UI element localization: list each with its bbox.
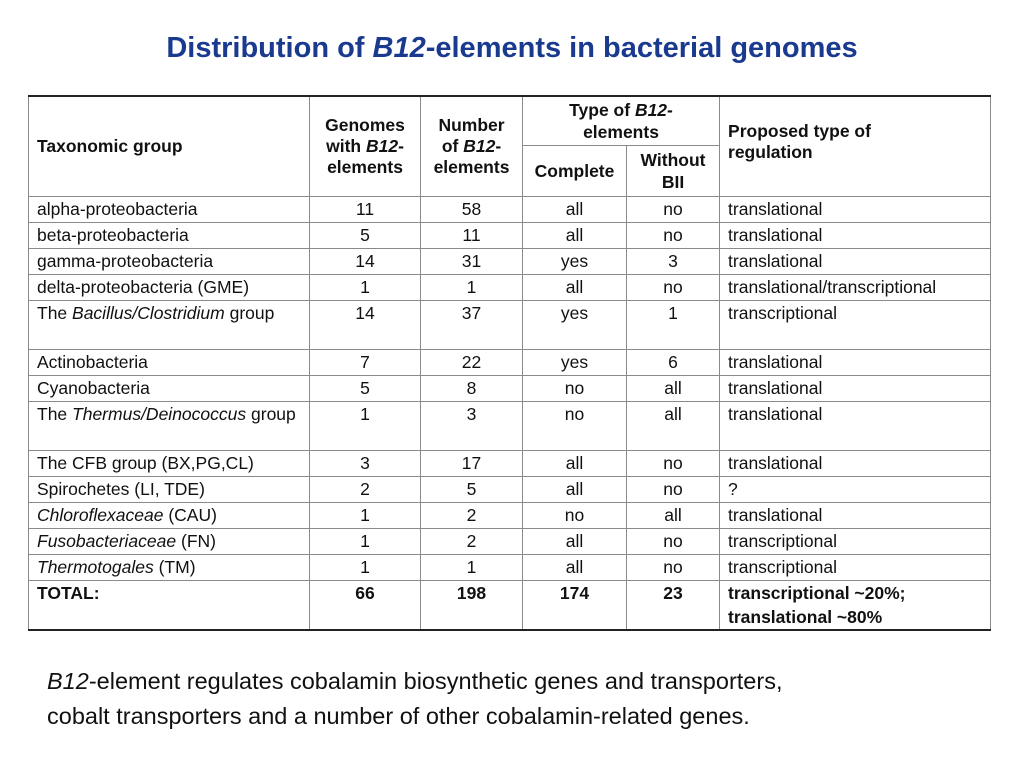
- cell-without-bii: no: [627, 555, 720, 581]
- total-complete: 174: [523, 581, 627, 631]
- table-row: [29, 350, 991, 376]
- cell-without-bii: 1: [627, 301, 720, 350]
- cell-regulation: transcriptional: [720, 555, 991, 581]
- table-row: [29, 451, 991, 477]
- cell-without-bii: all: [627, 503, 720, 529]
- header-complete-text: Complete: [534, 161, 615, 181]
- cell-complete: all: [523, 197, 627, 223]
- cell-regulation: translational: [720, 350, 991, 376]
- cell-number: 11: [421, 223, 523, 249]
- header-taxonomic-group-text: Taxonomic group: [37, 136, 183, 156]
- cell-complete: yes: [523, 350, 627, 376]
- cell-without-bii: all: [627, 376, 720, 402]
- header-without: [627, 146, 720, 197]
- title-prefix: Distribution of: [166, 32, 373, 64]
- cell-regulation: ?: [720, 477, 991, 503]
- cell-genomes: 1: [310, 529, 421, 555]
- cell-without-bii: 3: [627, 249, 720, 275]
- header-regulation: [720, 96, 991, 197]
- cell-genomes: 14: [310, 301, 421, 350]
- table-row: [29, 249, 991, 275]
- total-regulation-line2: translational ~80%: [728, 607, 883, 627]
- cell-genomes: 5: [310, 376, 421, 402]
- total-without: 23: [627, 581, 720, 631]
- header-without-line1: Without: [640, 150, 706, 170]
- cell-regulation: transcriptional: [720, 529, 991, 555]
- cell-taxonomic-group: Actinobacteria: [29, 350, 310, 376]
- cell-without-bii: all: [627, 402, 720, 451]
- cell-number: 5: [421, 477, 523, 503]
- total-label: TOTAL:: [29, 581, 310, 631]
- cell-number: 58: [421, 197, 523, 223]
- header-regulation-line2: regulation: [728, 142, 813, 162]
- cell-complete: no: [523, 376, 627, 402]
- b12-distribution-table: [28, 95, 991, 631]
- table-row: [29, 503, 991, 529]
- cell-genomes: 1: [310, 275, 421, 301]
- cell-taxonomic-group: alpha-proteobacteria: [29, 197, 310, 223]
- header-genomes: [310, 96, 421, 197]
- cell-number: 17: [421, 451, 523, 477]
- cell-complete: no: [523, 402, 627, 451]
- cell-number: 3: [421, 402, 523, 451]
- cell-taxonomic-group: Fusobacteriaceae (FN): [29, 529, 310, 555]
- table-row: [29, 477, 991, 503]
- header-type: [523, 96, 720, 146]
- header-number-line3: elements: [433, 157, 510, 177]
- cell-complete: all: [523, 451, 627, 477]
- cell-without-bii: no: [627, 223, 720, 249]
- cell-taxonomic-group: The Thermus/Deinococcus group: [29, 402, 310, 451]
- cell-regulation: translational/transcriptional: [720, 275, 991, 301]
- cell-complete: yes: [523, 301, 627, 350]
- total-genomes: 66: [310, 581, 421, 631]
- header-number-line1: Number: [438, 115, 505, 135]
- cell-taxonomic-group: The Bacillus/Clostridium group: [29, 301, 310, 350]
- header-without-line2: BII: [661, 172, 685, 192]
- table-row: [29, 376, 991, 402]
- cell-regulation: transcriptional: [720, 301, 991, 350]
- cell-taxonomic-group: delta-proteobacteria (GME): [29, 275, 310, 301]
- cell-genomes: 14: [310, 249, 421, 275]
- cell-regulation: translational: [720, 503, 991, 529]
- cell-regulation: translational: [720, 402, 991, 451]
- cell-regulation: translational: [720, 249, 991, 275]
- cell-without-bii: no: [627, 275, 720, 301]
- cell-regulation: translational: [720, 197, 991, 223]
- cell-regulation: translational: [720, 451, 991, 477]
- title-suffix: -elements in bacterial genomes: [425, 32, 858, 64]
- cell-without-bii: no: [627, 451, 720, 477]
- cell-complete: all: [523, 275, 627, 301]
- table-body: [29, 197, 991, 631]
- cell-number: 8: [421, 376, 523, 402]
- cell-without-bii: no: [627, 477, 720, 503]
- table-row: [29, 529, 991, 555]
- cell-taxonomic-group: Cyanobacteria: [29, 376, 310, 402]
- total-regulation: [720, 581, 991, 631]
- total-number: 198: [421, 581, 523, 631]
- total-regulation-line1: transcriptional ~20%;: [728, 583, 906, 603]
- cell-complete: all: [523, 529, 627, 555]
- cell-regulation: translational: [720, 223, 991, 249]
- cell-number: 2: [421, 529, 523, 555]
- cell-genomes: 5: [310, 223, 421, 249]
- cell-number: 37: [421, 301, 523, 350]
- cell-genomes: 2: [310, 477, 421, 503]
- header-type-line2: elements: [583, 122, 659, 142]
- footnote-line1: [47, 664, 987, 699]
- cell-without-bii: no: [627, 529, 720, 555]
- cell-number: 31: [421, 249, 523, 275]
- cell-taxonomic-group: gamma-proteobacteria: [29, 249, 310, 275]
- cell-taxonomic-group: Thermotogales (TM): [29, 555, 310, 581]
- cell-number: 1: [421, 275, 523, 301]
- table-row: [29, 301, 991, 350]
- footnote-text-line1: -element regulates cobalamin biosynthetic genes and transporters,: [88, 668, 783, 694]
- cell-genomes: 1: [310, 402, 421, 451]
- header-number: [421, 96, 523, 197]
- header-regulation-line1: Proposed type of: [728, 121, 871, 141]
- cell-complete: all: [523, 477, 627, 503]
- table-container: [28, 95, 990, 631]
- cell-complete: no: [523, 503, 627, 529]
- footnote-italic: B12: [47, 668, 89, 694]
- cell-complete: all: [523, 555, 627, 581]
- cell-complete: yes: [523, 249, 627, 275]
- cell-taxonomic-group: The CFB group (BX,PG,CL): [29, 451, 310, 477]
- cell-genomes: 7: [310, 350, 421, 376]
- table-row: [29, 275, 991, 301]
- cell-genomes: 1: [310, 503, 421, 529]
- header-genomes-line2: with B12-: [326, 136, 404, 156]
- table-row: [29, 223, 991, 249]
- total-row: [29, 581, 991, 631]
- footnote-line2: cobalt transporters and a number of other cobalamin-related genes.: [47, 703, 750, 729]
- header-complete: [523, 146, 627, 197]
- cell-genomes: 11: [310, 197, 421, 223]
- cell-genomes: 3: [310, 451, 421, 477]
- cell-number: 2: [421, 503, 523, 529]
- cell-taxonomic-group: Spirochetes (LI, TDE): [29, 477, 310, 503]
- header-taxonomic-group: [29, 96, 310, 197]
- cell-number: 1: [421, 555, 523, 581]
- footnote: [47, 664, 987, 734]
- header-type-line1: Type of B12-: [569, 100, 673, 120]
- cell-taxonomic-group: Chloroflexaceae (CAU): [29, 503, 310, 529]
- table-row: [29, 197, 991, 223]
- header-genomes-line3: elements: [327, 157, 403, 177]
- header-genomes-line1: Genomes: [325, 115, 405, 135]
- cell-regulation: translational: [720, 376, 991, 402]
- cell-genomes: 1: [310, 555, 421, 581]
- title-italic: B12: [372, 32, 426, 64]
- cell-number: 22: [421, 350, 523, 376]
- cell-without-bii: no: [627, 197, 720, 223]
- table-row: [29, 555, 991, 581]
- cell-complete: all: [523, 223, 627, 249]
- cell-without-bii: 6: [627, 350, 720, 376]
- page-title: [0, 32, 1024, 65]
- header-number-line2: of B12-: [441, 136, 502, 156]
- table-row: [29, 402, 991, 451]
- cell-taxonomic-group: beta-proteobacteria: [29, 223, 310, 249]
